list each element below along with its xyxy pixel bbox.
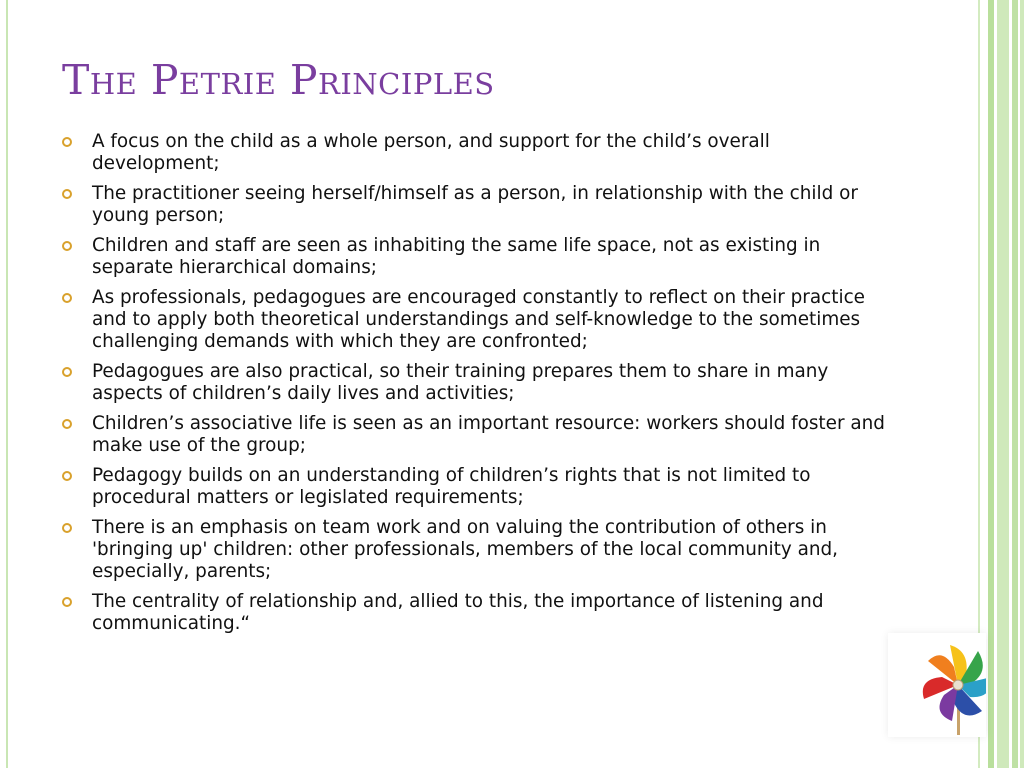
bullet-icon xyxy=(62,293,72,303)
bullet-icon xyxy=(62,189,72,199)
list-item xyxy=(62,235,892,279)
list-item xyxy=(62,517,892,583)
list-item xyxy=(62,131,892,175)
bullet-text: Children’s associative life is seen as an important resource: workers should foster and make use of the group; xyxy=(92,413,885,456)
slide-title: The Petrie Principles xyxy=(62,56,495,104)
bullet-text: As professionals, pedagogues are encouraged constantly to reflect on their practice and to apply both theoretical understandings and self-knowledge to the sometimes challenging demands with which they are confronted; xyxy=(92,287,865,352)
pinwheel-hub xyxy=(953,680,963,690)
bullet-text: Pedagogues are also practical, so their training prepares them to share in many aspects of children’s daily lives and activities; xyxy=(92,361,829,404)
pinwheel-image xyxy=(888,633,986,737)
bullet-text: Pedagogy builds on an understanding of children’s rights that is not limited to procedural matters or legislated requirements; xyxy=(92,465,811,508)
bullet-text: There is an emphasis on team work and on valuing the contribution of others in 'bringing up' children: other professionals, members of the local community and, especially, parents; xyxy=(92,517,839,582)
list-item xyxy=(62,361,892,405)
bullet-icon xyxy=(62,523,72,533)
bullet-text: Children and staff are seen as inhabiting the same life space, not as existing in separate hierarchical domains; xyxy=(92,235,821,278)
list-item xyxy=(62,413,892,457)
bullet-text: The centrality of relationship and, allied to this, the importance of listening and communicating.“ xyxy=(92,591,824,634)
bullet-icon xyxy=(62,137,72,147)
list-item xyxy=(62,287,892,353)
list-item xyxy=(62,591,892,635)
bullet-icon xyxy=(62,597,72,607)
list-item xyxy=(62,183,892,227)
pinwheel-icon xyxy=(888,633,986,737)
list-item xyxy=(62,465,892,509)
bullet-icon xyxy=(62,471,72,481)
bullet-icon xyxy=(62,419,72,429)
left-border-decoration xyxy=(0,0,9,768)
bullet-text: The practitioner seeing herself/himself as a person, in relationship with the child or young person; xyxy=(92,183,858,226)
bullet-text: A focus on the child as a whole person, and support for the child’s overall development; xyxy=(92,131,770,174)
bullet-icon xyxy=(62,241,72,251)
bullet-icon xyxy=(62,367,72,377)
bullet-list xyxy=(62,131,892,643)
